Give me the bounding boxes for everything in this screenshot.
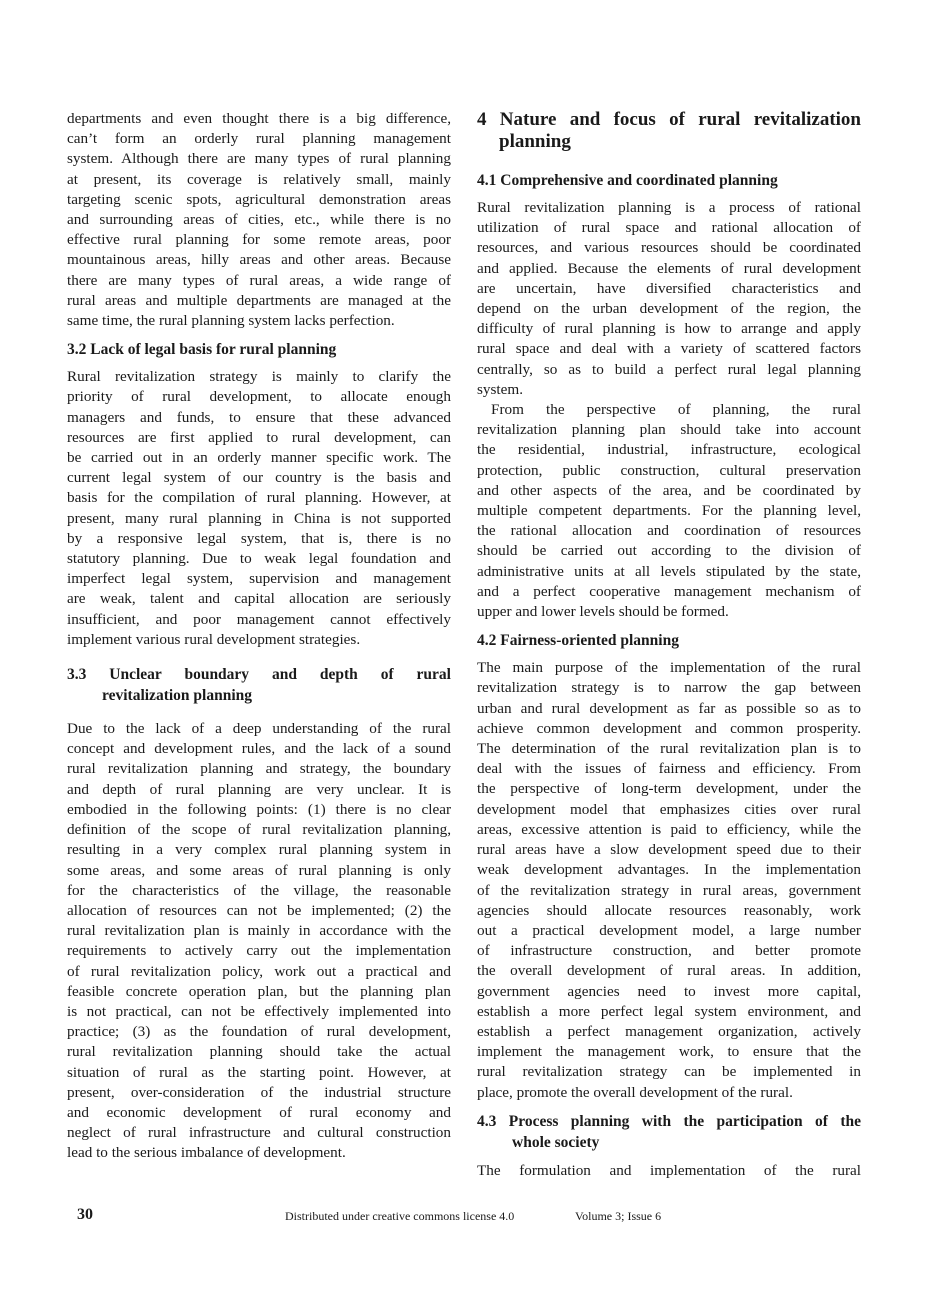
text-line: place, promote the overall development of the rural. bbox=[477, 1083, 793, 1101]
left-column bbox=[67, 109, 451, 1164]
text-line: achieve common development and common prosperity. bbox=[477, 719, 861, 737]
text-line: requirements to actively carry out the implementation bbox=[67, 942, 451, 960]
text-line: the perspective of long-term development, under the bbox=[477, 780, 861, 798]
text-line: government agencies need to invest more capital, bbox=[477, 982, 861, 1000]
text-line: statutory planning. Due to weak legal foundation and bbox=[67, 550, 451, 568]
text-line: situation of rural as the starting point. However, at bbox=[67, 1063, 451, 1081]
section-4-heading: 4 Nature and focus of rural revitalization planning bbox=[477, 109, 861, 152]
text-line: areas, excessive attention is paid to efficiency, while the bbox=[477, 820, 861, 838]
text-line: rural areas and multiple departments are managed at the bbox=[67, 291, 451, 309]
text-line: system. bbox=[477, 380, 523, 398]
text-line: can’t form an orderly rural planning management bbox=[67, 130, 451, 148]
text-line: out a practical development model, a large number bbox=[477, 921, 861, 939]
text-line: Rural revitalization planning is a process of rational bbox=[477, 199, 861, 216]
text-line: rural revitalization plan is mainly in accordance with the bbox=[67, 922, 451, 940]
text-line: concept and development rules, and the lack of a sound bbox=[67, 740, 451, 758]
section-4-1-heading: 4.1 Comprehensive and coordinated planning bbox=[477, 172, 778, 189]
text-line: feasible concrete operation plan, but the planning plan bbox=[67, 982, 451, 1000]
text-line: administrative units at all levels stipulated by the state, bbox=[477, 562, 861, 580]
text-line: establish a perfect management organization, actively bbox=[477, 1022, 861, 1040]
text-line: imperfect legal system, supervision and management bbox=[67, 570, 451, 588]
text-line: are weak, talent and capital allocation are seriously bbox=[67, 590, 451, 608]
text-line: From the perspective of planning, the rural bbox=[491, 401, 861, 419]
text-line: resources, and various resources should be coordinated bbox=[477, 239, 861, 257]
text-line: present, many rural planning in China is not supported bbox=[67, 509, 451, 527]
text-line: lead to the serious imbalance of development. bbox=[67, 1144, 346, 1162]
text-line: rural revitalization strategy can be implemented in bbox=[477, 1063, 861, 1081]
text-line: embodied in the following points: (1) there is no clear bbox=[67, 800, 451, 818]
volume-issue: Volume 3; Issue 6 bbox=[575, 1209, 662, 1223]
section-4-3-paragraph bbox=[477, 1161, 861, 1181]
text-line: effective rural planning for some remote areas, poor bbox=[67, 231, 451, 249]
text-line: of infrastructure construction, and better promote bbox=[477, 942, 861, 960]
text-line: centrally, so as to build a perfect rural legal planning bbox=[477, 360, 861, 378]
text-line: The formulation and implementation of the rural bbox=[477, 1161, 861, 1179]
text-line: be carried out in an orderly manner specific work. The bbox=[67, 449, 451, 467]
text-line: difficulty of rural planning is how to arrange and apply bbox=[477, 320, 861, 338]
section-3-2-heading: 3.2 Lack of legal basis for rural planning bbox=[67, 341, 337, 359]
section-4-2-heading: 4.2 Fairness-oriented planning bbox=[477, 632, 679, 650]
text-line: urban and rural development as far as possible so as to bbox=[477, 699, 861, 717]
text-line: at present, its coverage is relatively small, mainly bbox=[67, 170, 451, 188]
text-line: present, over-consideration of the industrial structure bbox=[67, 1083, 451, 1101]
text-line: revitalization planning plan should take into account bbox=[477, 421, 861, 439]
text-line: of rural revitalization policy, work out a practical and bbox=[67, 962, 451, 980]
text-line: establish a more perfect legal system environment, and bbox=[477, 1002, 861, 1020]
section-3-3-heading: 3.3 Unclear boundary and depth of rural revitalization planning bbox=[67, 666, 451, 705]
text-line: the residential, industrial, infrastructure, ecological bbox=[477, 441, 861, 459]
text-line: revitalization strategy is to narrow the gap between bbox=[477, 679, 861, 697]
text-line: implement the management work, to ensure that the bbox=[477, 1043, 861, 1061]
text-line: multiple competent departments. For the planning level, bbox=[477, 502, 861, 520]
text-line: resources are first applied to rural development, can bbox=[67, 428, 451, 446]
license-text: Distributed under creative commons license 4.0 bbox=[285, 1209, 515, 1223]
text-line: agencies should allocate resources reasonably, work bbox=[477, 901, 861, 919]
text-line: insufficient, and poor management cannot effectively bbox=[67, 610, 451, 628]
text-line: rural areas have a slow development speed due to their bbox=[477, 841, 861, 859]
section-4-1-paragraph-2 bbox=[477, 400, 861, 622]
text-line: depend on the urban development of the region, the bbox=[477, 300, 861, 318]
text-line: rural revitalization planning and strategy, the boundary bbox=[67, 760, 451, 778]
text-line: Due to the lack of a deep understanding of the rural bbox=[67, 720, 451, 738]
text-line: rural space and deal with a variety of scattered factors bbox=[477, 340, 861, 358]
text-line: system. Although there are many types of rural planning bbox=[67, 150, 451, 168]
text-line: practice; (3) as the foundation of rural development, bbox=[67, 1023, 451, 1041]
text-line: and depth of rural planning are very unclear. It is bbox=[67, 780, 451, 798]
text-line: neglect of rural infrastructure and cultural construction bbox=[67, 1124, 451, 1142]
section-3-3-paragraph bbox=[67, 719, 451, 1163]
text-line: development model that emphasizes cities over rural bbox=[477, 800, 861, 818]
text-line: same time, the rural planning system lacks perfection. bbox=[67, 312, 395, 330]
text-line: basis for the compilation of rural planning. However, at bbox=[67, 489, 451, 507]
text-line: priority of rural development, to allocate enough bbox=[67, 388, 451, 406]
text-line: and applied. Because the elements of rural development bbox=[477, 259, 861, 277]
text-line: is not practical, can not be effectively implemented into bbox=[67, 1002, 451, 1020]
text-line: protection, public construction, cultural preservation bbox=[477, 461, 861, 479]
text-line: weak development advantages. In the implementation bbox=[477, 861, 861, 879]
text-line: the overall development of rural areas. In addition, bbox=[477, 962, 861, 980]
right-column bbox=[477, 109, 861, 1181]
text-line: and surrounding areas of cities, etc., while there is no bbox=[67, 211, 451, 229]
text-line: and other aspects of the area, and be coordinated by bbox=[477, 481, 861, 499]
text-line: implement various rural development strategies. bbox=[67, 630, 361, 648]
text-line: and economic development of rural economy and bbox=[67, 1103, 451, 1121]
text-line: targeting scenic spots, agricultural demonstration areas bbox=[67, 190, 451, 208]
text-line: there are many types of rural areas, a wide range of bbox=[67, 271, 451, 289]
text-line: some areas, and some areas of rural planning is only bbox=[67, 861, 451, 879]
text-line: for the characteristics of the village, the reasonable bbox=[67, 881, 451, 899]
text-line: should be carried out according to the division of bbox=[477, 542, 861, 560]
text-line: mountainous areas, hilly areas and other areas. Because bbox=[67, 251, 451, 269]
text-line: the rational allocation and coordination of resources bbox=[477, 522, 861, 540]
intro-paragraph bbox=[67, 109, 451, 331]
text-line: Rural revitalization strategy is mainly to clarify the bbox=[67, 368, 451, 386]
section-4-3-heading: 4.3 Process planning with the participation of the whole society bbox=[477, 1112, 861, 1151]
text-line: upper and lower levels should be formed. bbox=[477, 603, 729, 621]
section-4-2-paragraph bbox=[477, 658, 861, 1102]
text-line: The determination of the rural revitalization plan is to bbox=[477, 740, 861, 758]
text-line: The main purpose of the implementation of the rural bbox=[477, 659, 861, 677]
text-line: definition of the scope of rural revitalization planning, bbox=[67, 821, 451, 839]
text-line: and a perfect cooperative management mechanism of bbox=[477, 582, 861, 600]
text-line: current legal system of our country is the basis and bbox=[67, 469, 451, 487]
text-line: deal with the issues of fairness and efficiency. From bbox=[477, 760, 861, 778]
section-3-2-paragraph bbox=[67, 367, 451, 650]
section-4-1-paragraph-1 bbox=[477, 198, 861, 400]
text-line: resulting in a very complex rural planning system in bbox=[67, 841, 451, 859]
text-line: departments and even thought there is a big difference, bbox=[67, 110, 451, 127]
text-line: of the revitalization strategy in rural areas, government bbox=[477, 881, 861, 899]
text-line: utilization of rural space and rational allocation of bbox=[477, 219, 861, 237]
text-line: rural revitalization planning should take the actual bbox=[67, 1043, 451, 1061]
page-number: 30 bbox=[77, 1206, 93, 1223]
text-line: managers and funds, to ensure that these advanced bbox=[67, 408, 451, 426]
text-line: allocation of resources can not be implemented; (2) the bbox=[67, 901, 451, 919]
text-line: by a responsive legal system, that is, there is no bbox=[67, 529, 451, 547]
text-line: are uncertain, have diversified characteristics and bbox=[477, 279, 861, 297]
